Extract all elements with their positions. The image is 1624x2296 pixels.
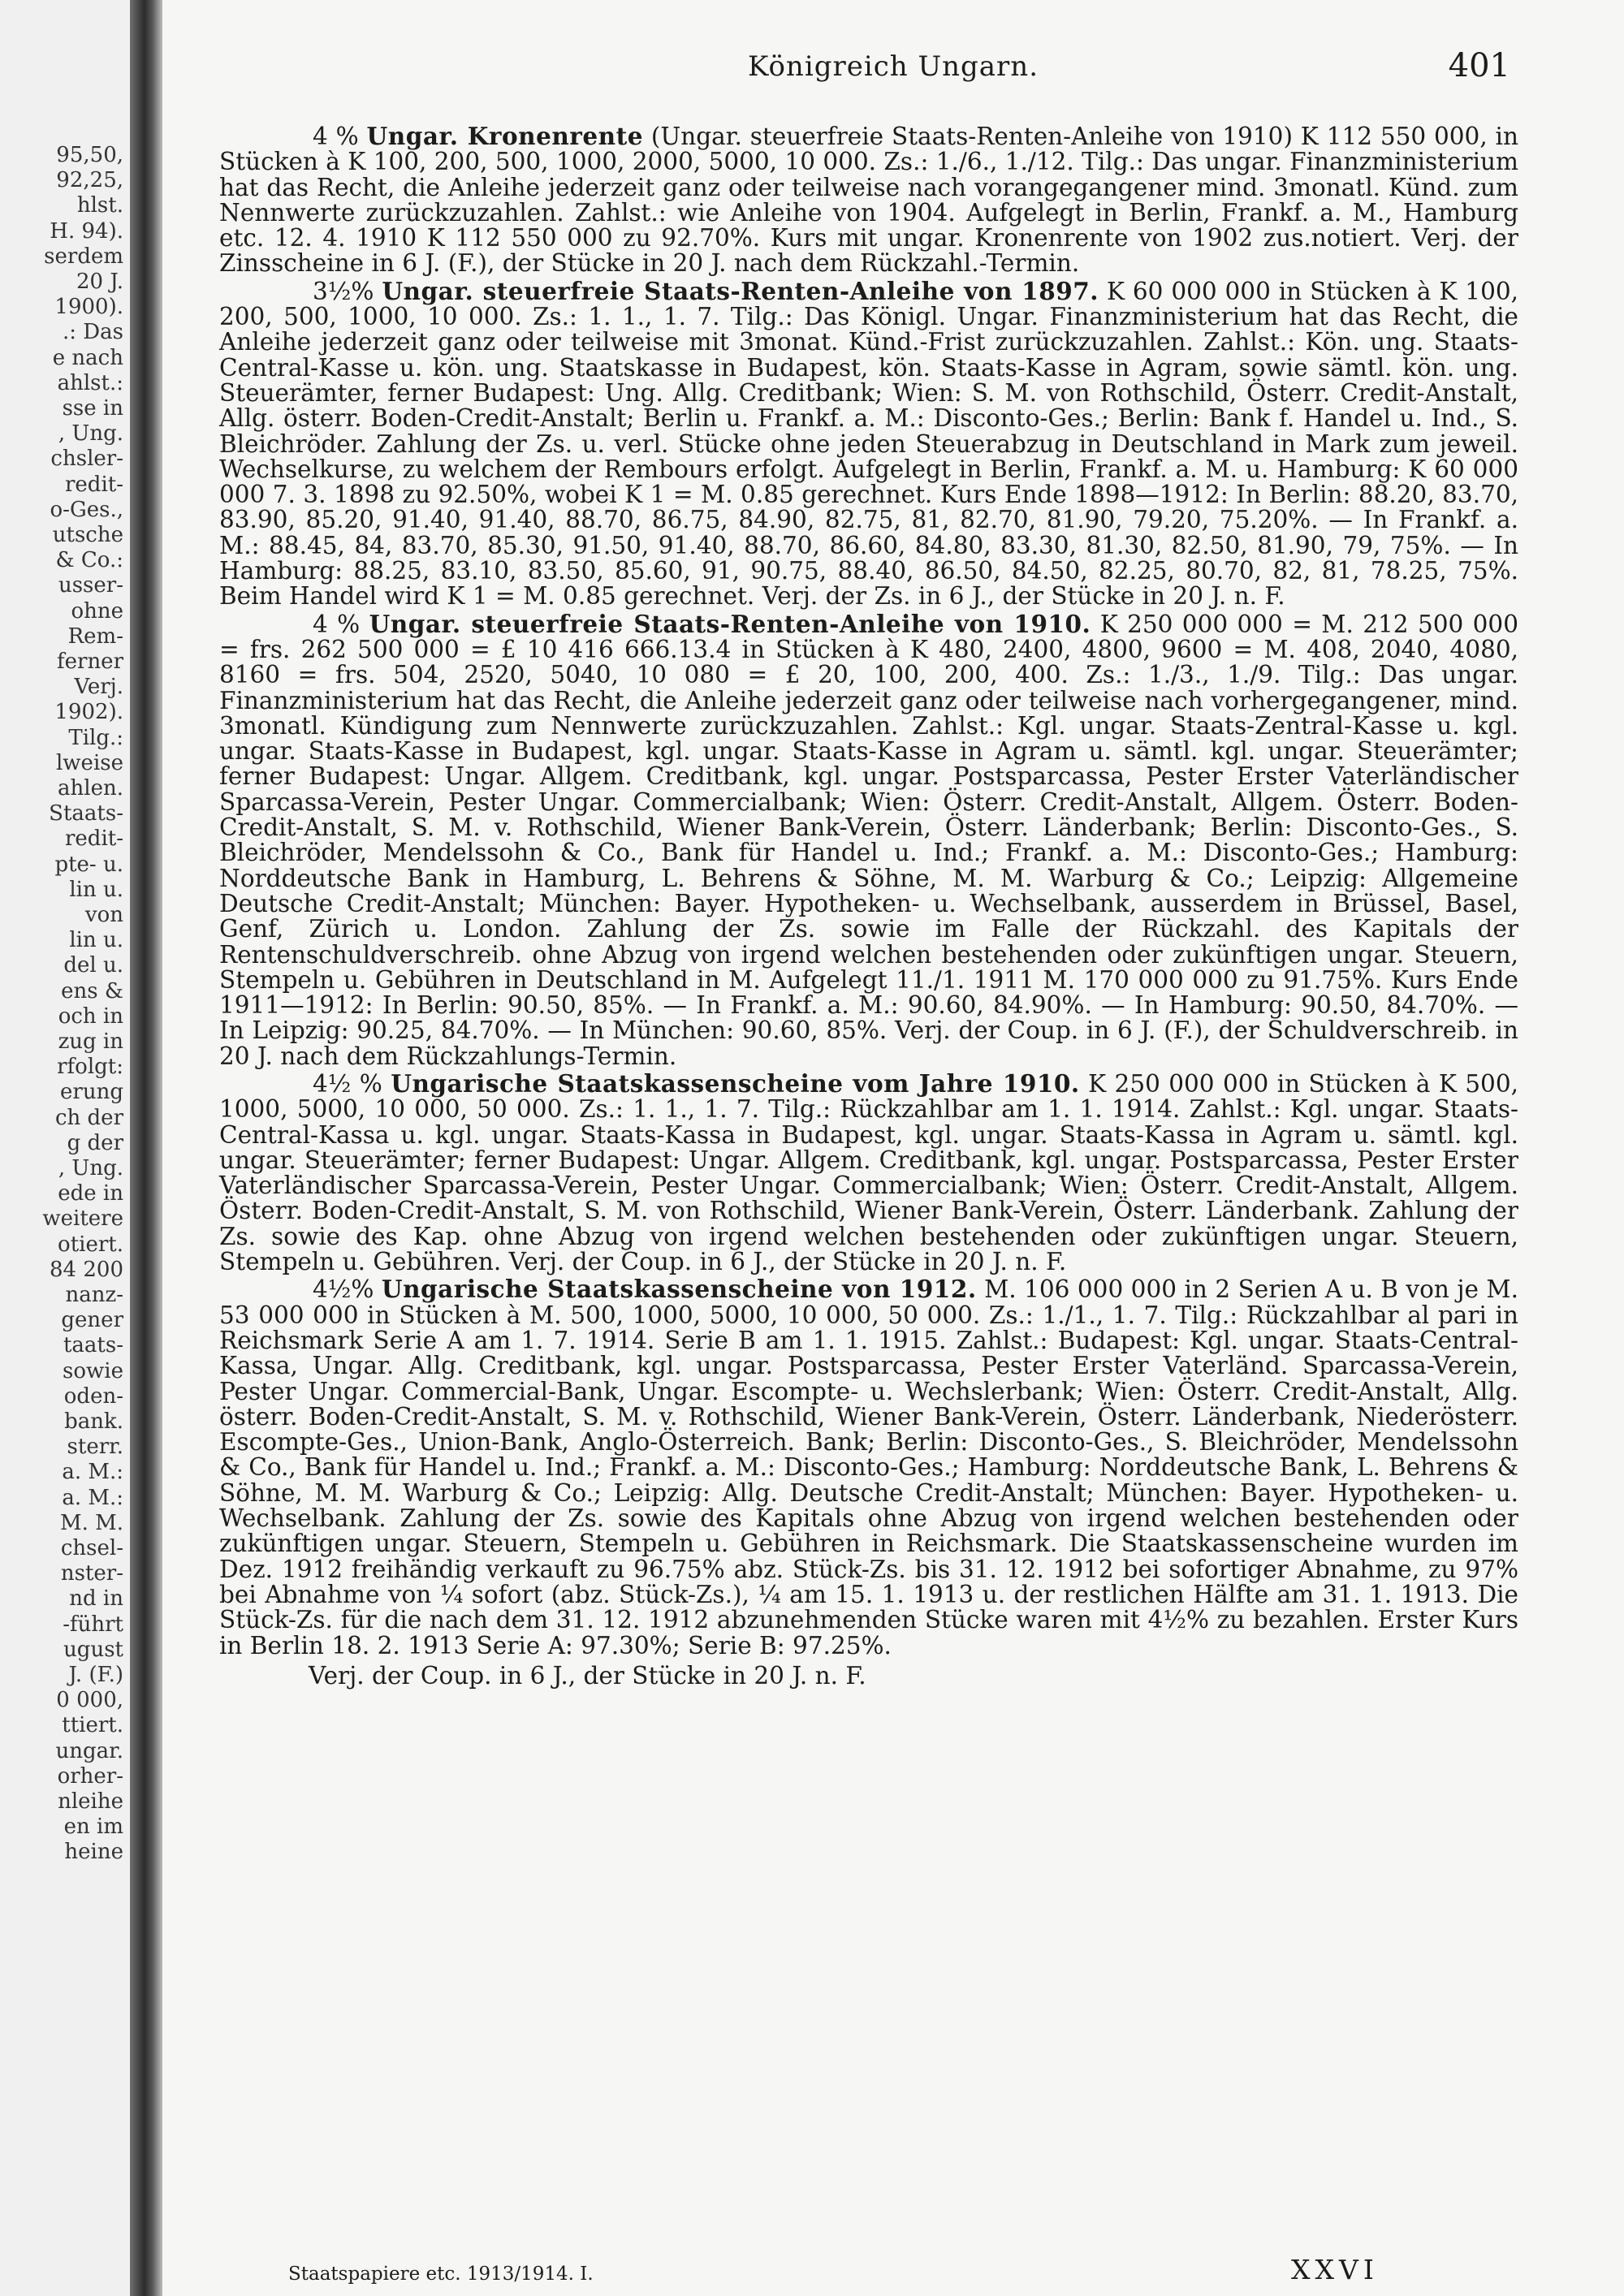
left-page-fragment: & Co.:	[55, 548, 123, 573]
entry-text: K 250 000 000 in Stücken à K 500, 1000, 5000, 10 000, 50 000. Zs.: 1. 1., 1. 7. Tilg.: Rückzahlbar am 1. 1. 1914. Zahlst.: Kgl. ungar. Staats-Central-Kassa u. kgl. ungar. Staats-Kassa in Budapest, kgl. ungar. Staats-Kassa in Agram u. sämtl. kgl. ungar. Steuerämter; ferner Budapest: Ungar. Allgem. Creditbank, kgl. ungar. Postsparcassa, Pester Erster Vaterländischer Sparcassa-Verein, Pester Ungar. Commercialbank; Wien: Österr. Credit-Anstalt, Allgem. Österr. Boden-Credit-Anstalt, S. M. von Rothschild, Wiener Bank-Verein, Österr. Länderbank. Zahlung der Zs. sowie des Kap. ohne Abzug von irgend welchen bestehenden oder zukünftigen ungar. Steuern, Stempeln u. Gebühren. Verj. der Coup. in 6 J., der Stücke in 20 J. n. F.	[219, 1069, 1518, 1276]
entry-kassenscheine-1912	[219, 1276, 1518, 1658]
left-page-fragment: bank.	[64, 1409, 123, 1434]
footer-signature: Staatspapiere etc. 1913/1914. I.	[288, 2264, 594, 2285]
left-page-fragment: ch der	[54, 1105, 123, 1130]
left-page-fragment: sterr.	[67, 1435, 123, 1460]
entry-heading: Ungar. steuerfreie Staats-Renten-Anleihe von 1897.	[382, 276, 1099, 305]
left-page-fragment: otiert.	[58, 1232, 123, 1257]
left-page-fragment: ens &	[61, 978, 123, 1003]
entry-kassenscheine-1910	[219, 1068, 1518, 1276]
entry-rate: 4 %	[313, 123, 359, 150]
left-page-fragment: M. M.	[59, 1510, 123, 1535]
left-page-fragment: ttiert.	[62, 1713, 123, 1738]
left-page-fragment: ohne	[71, 598, 123, 624]
left-page-fragment: J. (F.)	[68, 1663, 123, 1687]
left-page-fragment: ahlen.	[58, 776, 123, 801]
verjaehrung-note: Verj. der Coup. in 6 J., der Stücke in 20 J. n. F.	[309, 1661, 866, 1690]
left-page-fragment: zug in	[58, 1029, 123, 1054]
left-page-fragment: 1902).	[54, 700, 123, 725]
entry-rate: 3½%	[313, 277, 374, 305]
entry-text: M. 106 000 000 in 2 Serien A u. B von je M. 53 000 000 in Stücken à M. 500, 1000, 5000, 10 000, 50 000. Zs.: 1./1., 1. 7. Tilg.: Rückzahlbar al pari in Reichsmark Serie A am 1. 7. 1914. Serie B am 1. 1. 1915. Zahlst.: Budapest: Kgl. ungar. Staats-Central-Kassa, Ungar. Allg. Creditbank, kgl. ungar. Postsparcassa, Pester Erster Vaterländ. Sparcassa-Verein, Pester Ungar. Commercial-Bank, Ungar. Escompte- u. Wechslerbank; Wien: Österr. Credit-Anstalt, Allg. österr. Boden-Credit-Anstalt, S. M. v. Rothschild, Wiener Bank-Verein, Österr. Länderbank, Niederösterr. Escompte-Ges., Union-Bank, Anglo-Österreich. Bank; Berlin: Disconto-Ges., S. Bleichröder, Mendelssohn & Co., Bank für Handel u. Ind.; Frankf. a. M.: Disconto-Ges.; Hamburg: Norddeutsche Bank, L. Behrens & Söhne, M. M. Warburg & Co.; Leipzig: Allg. Deutsche Credit-Anstalt; München: Bayer. Hypotheken- u. Wechselbank. Zahlung der Zs. sowie des Kapitals ohne Abzug von irgend welchen bestehenden oder zukünftigen ungar. Steuern, Stempeln u. Gebühren in Reichsmark. Die Staatskassenscheine wurden im Dez. 1912 freihändig verkauft zu 96.75% abz. Stück-Zs. bis 31. 12. 1912 bei sofortiger Abnahme, zu 97% bei Abnahme von ¼ sofort (abz. Stück-Zs.), ¼ am 15. 1. 1913 u. der restlichen Hälfte am 31. 1. 1913. Die Stück-Zs. für die nach dem 31. 12. 1912 abzunehmenden Stücke waren mit 4½% zu bezahlen. Erster Kurs in Berlin 18. 2. 1913 Serie A: 97.30%; Serie B: 97.25%.	[219, 1275, 1518, 1659]
left-page-fragment: e nach	[52, 345, 123, 370]
left-page-fragment: taats-	[63, 1333, 123, 1358]
left-page-fragment: sowie	[63, 1358, 123, 1383]
left-page-fragment: -führt	[63, 1612, 123, 1637]
left-page-fragment: lin u.	[69, 928, 123, 953]
left-page-fragment: .: Das	[63, 320, 123, 345]
left-page-fragment: ede in	[58, 1181, 123, 1206]
entry-text: K 250 000 000 = M. 212 500 000 = frs. 262 500 000 = £ 10 416 666.13.4 in Stücken à K 480, 2400, 4800, 9600 = M. 408, 2040, 4080, 8160 = frs. 504, 2520, 5040, 10 080 = £ 20, 100, 200, 400. Zs.: 1./3., 1./9. Tilg.: Das ungar. Finanzministerium hat das Recht, die Anleihe jederzeit ganz oder teilweise nach vorhergegangener, mind. 3monatl. Kündigung zum Nennwerte zurückzuzahlen. Zahlst.: Kgl. ungar. Staats-Zentral-Kasse u. kgl. ungar. Staats-Kasse in Budapest, kgl. ungar. Staats-Kasse in Agram u. sämtl. kgl. ungar. Steuerämter; ferner Budapest: Ungar. Allgem. Creditbank, kgl. ungar. Postsparcassa, Pester Erster Vaterländischer Sparcassa-Verein, Pester Ungar. Commercialbank; Wien: Österr. Credit-Anstalt, Allgem. Österr. Boden-Credit-Anstalt, S. M. v. Rothschild, Wiener Bank-Verein, Österr. Länderbank; Berlin: Disconto-Ges., S. Bleichröder, Mendelssohn & Co., Bank für Handel u. Ind.; Frankf. a. M.: Disconto-Ges.; Hamburg: Norddeutsche Bank in Hamburg, L. Behrens & Söhne, M. M. Warburg & Co.; Leipzig: Allgemeine Deutsche Credit-Anstalt; München: Bayer. Hypotheken- u. Wechselbank, ausserdem in Brüssel, Basel, Genf, Zürich u. London. Zahlung der Zs. sowie im Falle der Rückzahl. des Kapitals der Rentenschuldverschreib. ohne Abzug von irgend welchen bestehenden oder zukünftigen ungar. Steuern, Stempeln u. Gebühren in Deutschland in M. Aufgelegt 11./1. 1911 M. 170 000 000 zu 91.75%. Kurs Ende 1911—1912: In Berlin: 90.50, 85%. — In Frankf. a. M.: 90.60, 84.90%. — In Hamburg: 90.50, 84.70%. — In Leipzig: 90.25, 84.70%. — In München: 90.60, 85%. Verj. der Coup. in 6 J. (F.), der Schuldverschreib. in 20 J. nach dem Rückzahlungs-Termin.	[219, 610, 1518, 1070]
left-page-fragment: redit-	[64, 826, 123, 852]
book-gutter	[130, 0, 162, 2296]
entry-heading: Ungar. Kronenrente	[366, 122, 643, 150]
left-page-fragment: , Ung.	[58, 421, 123, 447]
page	[162, 0, 1624, 2296]
left-page-fragment: a. M.:	[62, 1485, 123, 1510]
entry-rentenanleihe-1897	[219, 278, 1518, 610]
left-page-fragment: H. 94).	[50, 218, 123, 244]
running-title: Königreich Ungarn.	[747, 50, 1039, 83]
previous-page-edge	[0, 0, 130, 2296]
page-number: 401	[1448, 47, 1510, 84]
left-page-fragment: ugust	[63, 1637, 123, 1662]
left-page-fragment: g der	[67, 1130, 123, 1155]
left-page-fragment: Staats-	[49, 801, 123, 826]
page-body	[219, 123, 1518, 1689]
entry-rate: 4½ %	[313, 1069, 382, 1098]
left-page-fragment: 84 200	[50, 1257, 123, 1282]
left-page-fragment: Verj.	[74, 675, 123, 700]
left-page-fragment: orher-	[57, 1763, 123, 1789]
left-page-fragment: och in	[58, 1003, 123, 1029]
left-page-fragment: chsel-	[60, 1536, 123, 1560]
left-page-fragment: usser-	[58, 573, 123, 598]
left-page-fragment: oden-	[63, 1383, 123, 1409]
footer-sheet-mark: XXVI	[1291, 2254, 1379, 2285]
entry-kronenrente	[219, 123, 1518, 277]
left-page-fragment: 1900).	[54, 295, 123, 320]
left-page-fragment: pte- u.	[54, 852, 123, 877]
left-page-fragment: hlst.	[76, 193, 123, 218]
left-page-fragment: 0 000,	[56, 1688, 123, 1713]
left-page-fragment: von	[84, 903, 123, 927]
left-page-fragment: en im	[63, 1815, 123, 1840]
left-page-fragment: heine	[64, 1840, 123, 1865]
left-page-fragment: ahlst.:	[57, 370, 123, 395]
left-page-fragment: nleihe	[58, 1789, 123, 1814]
left-page-fragment: ungar.	[55, 1738, 123, 1763]
left-page-fragment: 92,25,	[56, 168, 123, 193]
left-page-fragment: sse in	[62, 396, 123, 421]
left-page-fragment: nd in	[69, 1586, 123, 1612]
left-page-fragment: 20 J.	[76, 270, 123, 294]
left-page-fragment: nster-	[60, 1561, 123, 1586]
left-page-fragment: chsler-	[50, 447, 123, 472]
left-page-fragment: utsche	[52, 523, 123, 547]
left-page-fragment: lin u.	[69, 877, 123, 902]
left-page-fragment: serdem	[44, 244, 123, 269]
left-page-fragment: a. M.:	[62, 1460, 123, 1485]
left-page-fragment: , Ung.	[58, 1156, 123, 1180]
entry-heading: Ungarische Staatskassenscheine vom Jahre 1910.	[391, 1068, 1080, 1098]
left-page-fragment: 95,50,	[56, 143, 123, 167]
left-page-fragment: ferner	[57, 650, 123, 674]
left-page-fragment: rfolgt:	[57, 1055, 123, 1080]
entry-text: K 60 000 000 in Stücken à K 100, 200, 500, 1000, 10 000. Zs.: 1. 1., 1. 7. Tilg.: Das Königl. Ungar. Finanzministerium hat das Recht, die Anleihe jederzeit ganz oder teilweise mit 3monat. Künd.-Frist zurückzuzahlen. Zahlst.: Kön. ung. Staats-Central-Kasse u. kön. ung. Staatskasse in Budapest, kön. Staats-Kasse in Agram, sowie sämtl. kön. ung. Steuerämter, ferner Budapest: Ung. Allg. Creditbank; Wien: S. M. von Rothschild, Österr. Credit-Anstalt, Allg. österr. Boden-Credit-Anstalt; Berlin u. Frankf. a. M.: Disconto-Ges.; Berlin: Bank f. Handel u. Ind., S. Bleichröder. Zahlung der Zs. u. verl. Stücke ohne jeden Steuerabzug in Deutschland in Mark zum jeweil. Wechselkurse, zu welchem der Rembours erfolgt. Aufgelegt in Berlin, Frankf. a. M. u. Hamburg: K 60 000 000 7. 3. 1898 zu 92.50%, wobei K 1 = M. 0.85 gerechnet. Kurs Ende 1898—1912: In Berlin: 88.20, 83.70, 83.90, 85.20, 91.40, 91.40, 88.70, 86.75, 84.90, 82.75, 81, 82.70, 81.90, 79.20, 75.20%. — In Frankf. a. M.: 88.45, 84, 83.70, 85.30, 91.50, 91.40, 88.70, 86.60, 84.80, 83.30, 81.30, 82.50, 81.90, 79, 75%. — In Hamburg: 88.25, 83.10, 83.50, 85.60, 91, 90.75, 88.40, 86.50, 84.50, 82.25, 80.70, 82, 81, 78.25, 75%. Beim Handel wird K 1 = M. 0.85 gerechnet. Verj. der Zs. in 6 J., der Stücke in 20 J. n. F.	[219, 277, 1518, 611]
entry-text: (Ungar. steuerfreie Staats-Renten-Anleihe von 1910) K 112 550 000, in Stücken à K 100, 200, 500, 1000, 2000, 5000, 10 000. Zs.: 1./6., 1./12. Tilg.: Das ungar. Finanzministerium hat das Recht, die Anleihe jederzeit ganz oder teilweise nach vorangegangener mind. 3monatl. Künd. zum Nennwerte zurückzuzahlen. Zahlst.: wie Anleihe von 1904. Aufgelegt in Berlin, Frankf. a. M., Hamburg etc. 12. 4. 1910 K 112 550 000 zu 92.70%. Kurs mit ungar. Kronenrente von 1902 zus.notiert. Verj. der Zinsscheine in 6 J. (F.), der Stücke in 20 J. nach dem Rückzahl.-Termin.	[219, 123, 1518, 278]
left-page-fragment: Tilg.:	[68, 725, 123, 750]
left-page-fragment: Rem-	[67, 624, 123, 649]
left-page-fragment: del u.	[63, 953, 123, 978]
left-page-fragment: nanz-	[65, 1283, 123, 1307]
left-page-fragment: gener	[61, 1308, 123, 1333]
entry-heading: Ungar. steuerfreie Staats-Renten-Anleihe von 1910.	[369, 609, 1091, 638]
page-header	[162, 47, 1624, 99]
entry-rate: 4½%	[313, 1275, 374, 1304]
left-page-fragment: lweise	[55, 750, 123, 775]
entry-heading: Ungarische Staatskassenscheine von 1912.	[381, 1275, 977, 1304]
entry-rate: 4 %	[313, 610, 361, 638]
left-page-fragment: redit-	[64, 472, 123, 497]
entry-rentenanleihe-1910	[219, 611, 1518, 1069]
left-page-fragment: erung	[60, 1080, 123, 1105]
left-page-fragment: o-Ges.,	[50, 497, 123, 522]
left-page-fragment: weitere	[42, 1206, 123, 1232]
